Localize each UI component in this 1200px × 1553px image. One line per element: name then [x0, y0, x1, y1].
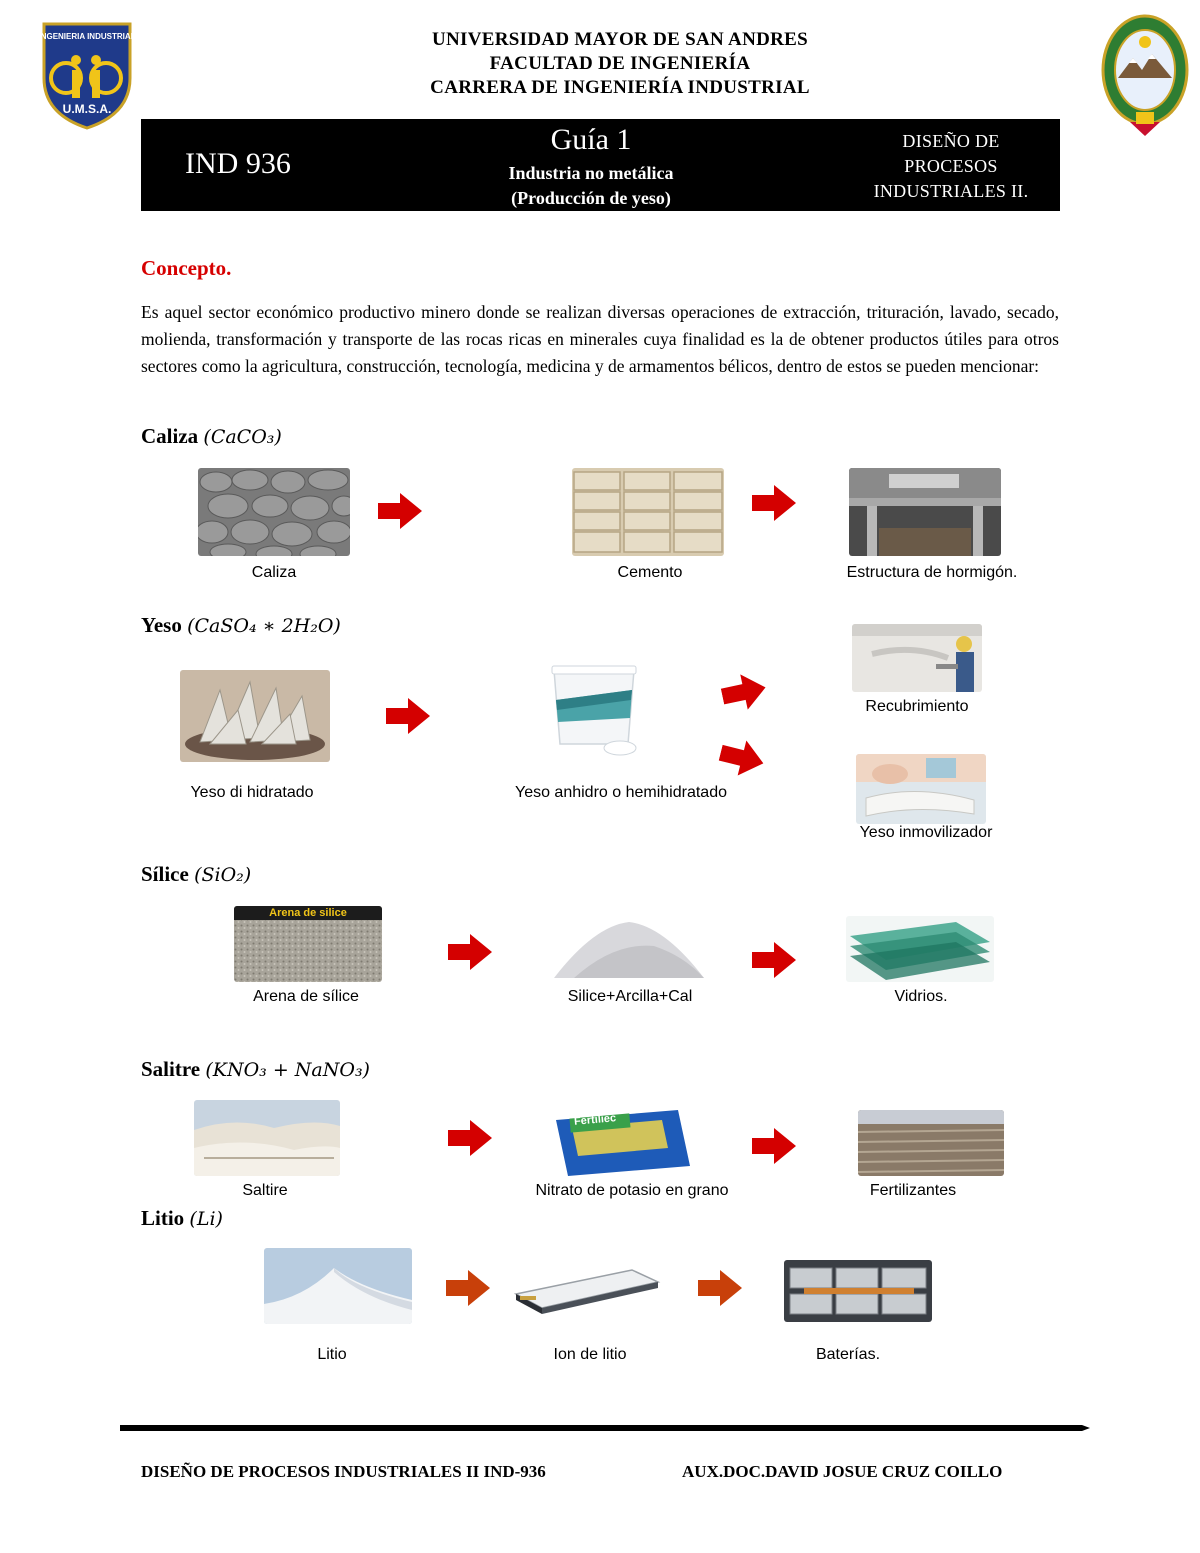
caption-cemento: Cemento — [617, 564, 683, 581]
caption-vidrios: Vidrios. — [894, 988, 948, 1005]
footer-author: AUX.DOC.DAVID JOSUE CRUZ COILLO — [682, 1462, 1003, 1481]
arrow-right-icon — [752, 942, 796, 978]
footer-course: DISEÑO DE PROCESOS INDUSTRIALES II IND-936 — [141, 1462, 546, 1481]
concept-paragraph: Es aquel sector económico productivo minero donde se realizan diversas operaciones de extracción, trituración, lavado, secado, molienda, transformación y transporte de las rocas ricas en minerales cuya finalidad es la de obtener productos útiles para otros sectores como la agricultura, construcción, tecnología, medicina y de armamentos bélicos, dentro de estos se pueden mencionar: — [141, 302, 1059, 376]
logo-left-top-text: INGENIERIA INDUSTRIAL — [38, 32, 136, 41]
guide-title: Guía 1 — [550, 123, 632, 156]
silica-clay-lime-image — [554, 916, 704, 980]
caption-nitrato-potasio: Nitrato de potasio en grano — [535, 1182, 729, 1199]
caption-saltire: Saltire — [242, 1182, 288, 1199]
section-title-salitre — [141, 1057, 370, 1082]
saltpeter-flats-image — [194, 1100, 340, 1176]
section-title-silice — [141, 862, 251, 887]
arrow-right-icon — [716, 735, 767, 781]
gypsum-crystals-image — [180, 670, 330, 762]
arrow-right-icon — [446, 1270, 490, 1306]
university-name: UNIVERSIDAD MAYOR DE SAN ANDRES — [432, 29, 808, 50]
caption-litio: Litio — [317, 1346, 347, 1363]
plaster-cast-image — [856, 754, 986, 824]
caption-fertilizantes: Fertilizantes — [869, 1182, 957, 1199]
arrow-right-icon — [448, 934, 492, 970]
lithium-salt-pile-image — [264, 1248, 412, 1324]
cement-bags-image — [572, 468, 724, 556]
caption-ion-litio: Ion de litio — [553, 1346, 627, 1363]
logo-left-bottom-text: U.M.S.A. — [62, 102, 112, 116]
arrow-right-icon — [752, 1128, 796, 1164]
section-name: Salitre — [141, 1057, 201, 1081]
plaster-bucket-image — [540, 660, 648, 760]
caption-arena-silice: Arena de sílice — [253, 988, 359, 1005]
guide-subtitle-2: (Producción de yeso) — [511, 188, 671, 208]
footer-divider — [120, 1422, 1090, 1434]
course-name — [841, 129, 1061, 204]
course-name-line: INDUSTRIALES II. — [873, 181, 1029, 201]
chemical-formula: (Li) — [189, 1208, 223, 1230]
chemical-formula: (SiO₂) — [194, 864, 252, 886]
arrow-right-icon — [698, 1270, 742, 1306]
battery-pack-image — [784, 1260, 932, 1322]
title-banner — [141, 119, 1060, 211]
course-name-line: PROCESOS — [904, 156, 998, 176]
section-title-caliza — [141, 424, 282, 449]
arrow-right-icon — [752, 485, 796, 521]
section-name: Caliza — [141, 424, 199, 448]
caption-yeso-anhidro: Yeso anhidro o hemihidratado — [514, 784, 727, 801]
lithium-ion-cell-image — [512, 1266, 662, 1318]
fertilized-field-image — [858, 1110, 1004, 1176]
seal-text — [1100, 12, 1101, 13]
course-name-line: DISEÑO DE — [902, 131, 1000, 151]
arrow-right-icon — [378, 493, 422, 529]
chemical-formula: (CaSO₄ ∗ 2H₂O) — [187, 615, 341, 637]
umsa-seal-logo — [1100, 12, 1190, 144]
section-name: Sílice — [141, 862, 189, 886]
caption-yeso-dihidratado: Yeso di hidratado — [190, 784, 314, 801]
university-header — [300, 28, 940, 100]
glass-sheets-image — [846, 916, 994, 982]
concrete-structure-image — [849, 468, 1001, 556]
section-title-yeso — [141, 613, 341, 638]
potassium-nitrate-bag-image — [550, 1108, 692, 1178]
arrow-right-icon — [386, 698, 430, 734]
arrow-right-icon — [448, 1120, 492, 1156]
silica-image-label: Arena de silice — [269, 907, 347, 919]
caption-recubrimiento: Recubrimiento — [865, 698, 969, 715]
caption-estructura: Estructura de hormigón. — [846, 564, 1018, 581]
chemical-formula: (CaCO₃) — [203, 426, 282, 448]
concept-heading: Concepto. — [141, 256, 232, 280]
faculty-name: FACULTAD DE INGENIERÍA — [489, 53, 751, 74]
engineering-logo — [36, 18, 138, 130]
caption-caliza: Caliza — [251, 564, 297, 581]
wall-coating-image — [852, 624, 982, 692]
caption-silice-arcilla-cal: Silice+Arcilla+Cal — [567, 988, 693, 1005]
career-name: CARRERA DE INGENIERÍA INDUSTRIAL — [430, 77, 810, 98]
caption-yeso-inmovilizador: Yeso inmovilizador — [859, 824, 993, 841]
course-code: IND 936 — [185, 147, 291, 180]
arrow-right-icon — [719, 670, 770, 714]
section-name: Yeso — [141, 613, 182, 637]
section-name: Litio — [141, 1206, 185, 1230]
chemical-formula: (KNO₃ + NaNO₃) — [205, 1059, 370, 1081]
silica-sand-image — [234, 906, 382, 982]
guide-subtitle: Industria no metálica — [508, 163, 674, 183]
limestone-rocks-image — [198, 468, 350, 556]
section-title-litio — [141, 1206, 223, 1231]
caption-baterias: Baterías. — [815, 1346, 881, 1363]
fertilizer-brand-label: Fertiliec — [573, 1112, 617, 1128]
